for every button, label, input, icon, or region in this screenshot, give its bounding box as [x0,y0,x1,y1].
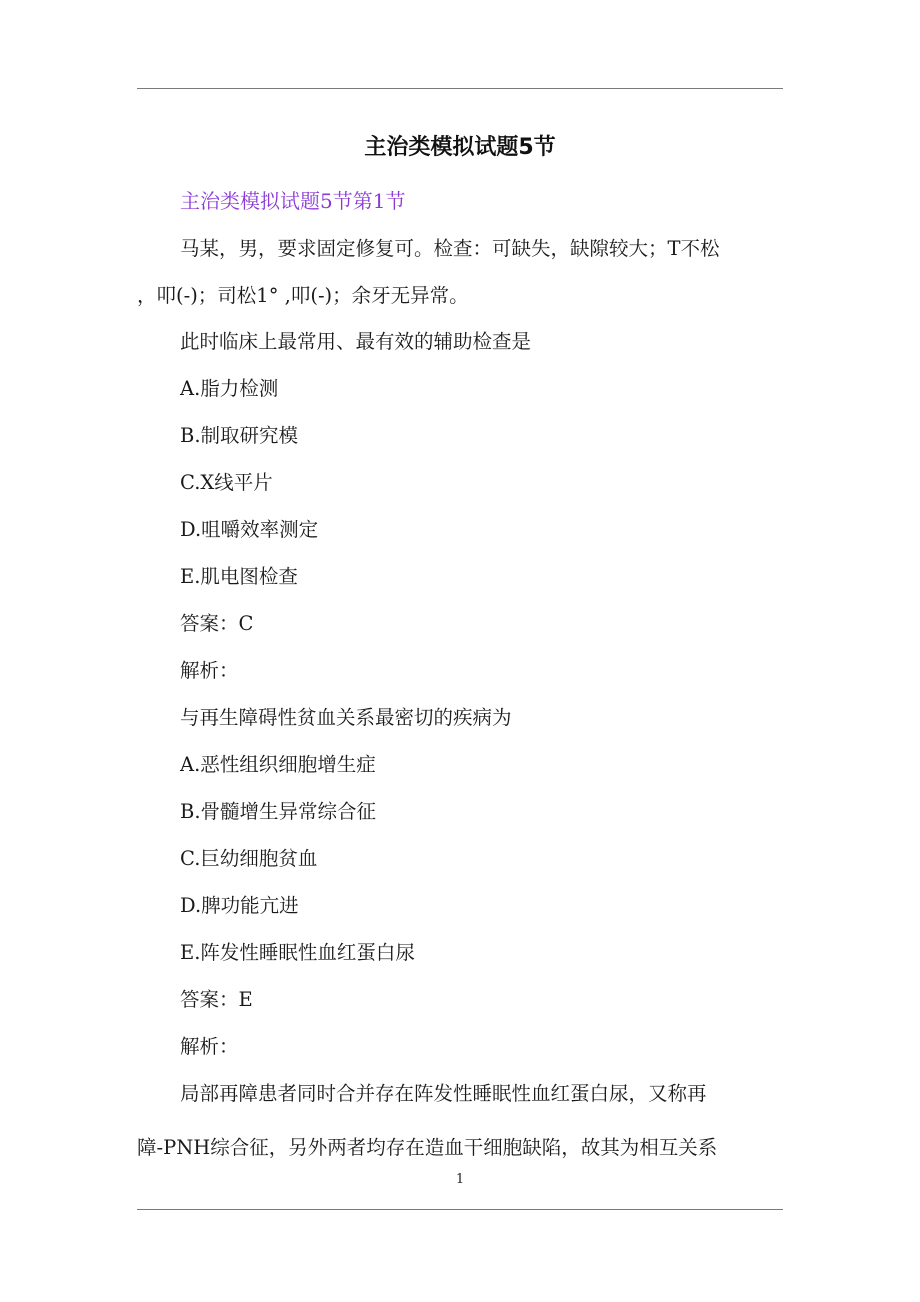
q1-option-a: A.脂力检测 [180,377,279,400]
document-title: 主治类模拟试题5节 [364,135,556,160]
q2-option-a: A.恶性组织细胞增生症 [180,753,376,776]
q1-analysis-label: 解析： [180,659,239,682]
q2-option-b: B.骨髓增生异常综合征 [180,800,377,823]
q2-option-c: C.巨幼细胞贫血 [180,847,318,870]
footer-rule [137,1209,783,1210]
q2-option-e: E.阵发性睡眠性血红蛋白尿 [180,941,415,964]
header-rule [137,88,783,89]
q1-stem-line2: ，叩(-)；司松1° ,叩(-)；余牙无异常。 [137,284,469,307]
q2-answer: 答案：E [180,988,253,1011]
q1-option-c: C.X线平片 [180,471,273,494]
section-heading: 主治类模拟试题5节第1节 [180,189,406,213]
q1-option-e: E.肌电图检查 [180,565,298,588]
q1-question: 此时临床上最常用、最有效的辅助检查是 [180,330,532,353]
q2-option-d: D.脾功能亢进 [180,894,299,917]
page-number: 1 [455,1172,465,1187]
q2-question: 与再生障碍性贫血关系最密切的疾病为 [180,706,512,729]
q2-analysis-line2: 障-PNH综合征，另外两者均存在造血干细胞缺陷，故其为相互关系 [137,1136,718,1159]
q2-analysis-label: 解析： [180,1035,239,1058]
q1-option-d: D.咀嚼效率测定 [180,518,319,541]
q1-answer: 答案：C [180,612,254,635]
q2-analysis-line1: 局部再障患者同时合并存在阵发性睡眠性血红蛋白尿，又称再 [180,1082,707,1105]
q1-option-b: B.制取研究模 [180,424,299,447]
q1-stem-line1: 马某，男，要求固定修复可。检查：可缺失，缺隙较大；T不松 [180,237,720,260]
